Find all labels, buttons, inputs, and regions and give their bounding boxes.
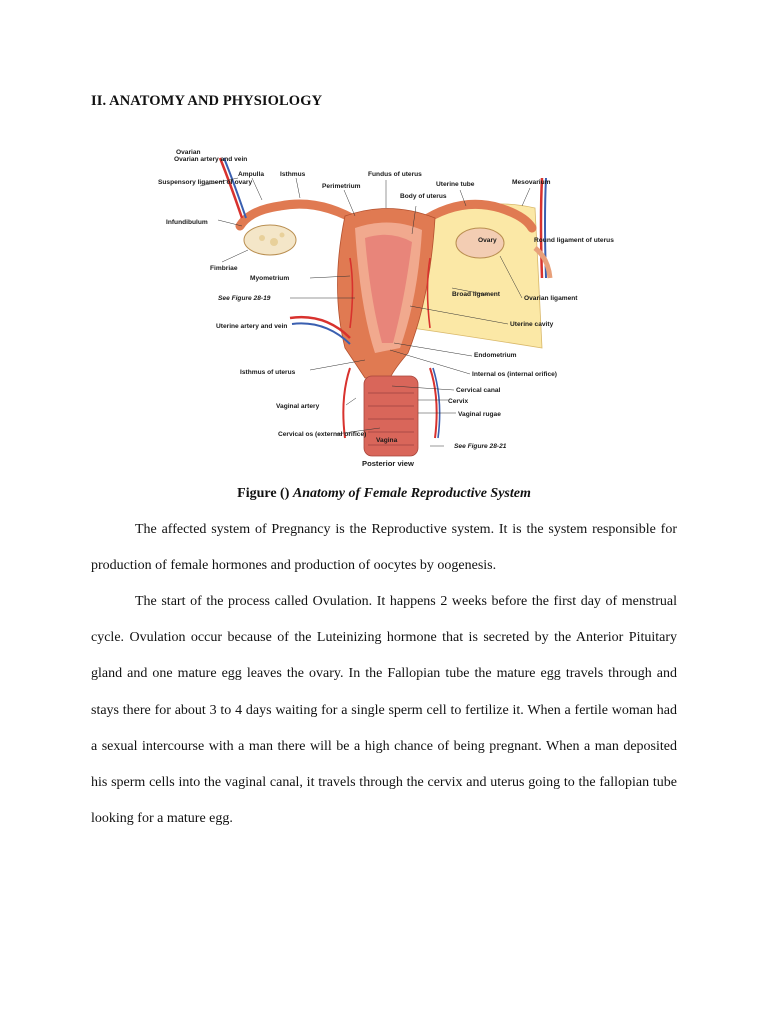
label-internal-os: Internal os (internal orifice) <box>472 371 558 378</box>
label-vaginal-artery: Vaginal artery <box>276 403 320 410</box>
label-fimbriae: Fimbriae <box>210 265 238 272</box>
label-uterine-tube: Uterine tube <box>436 181 475 188</box>
label-see-figure-2: See Figure 28-21 <box>454 443 507 450</box>
paragraph-1: The affected system of Pregnancy is the Reproductive system. It is the system responsible for production of female hormones and production of oocytes by oogenesis. <box>91 522 677 574</box>
label-cervical-canal: Cervical canal <box>456 387 501 394</box>
label-body: Body of uterus <box>400 193 447 200</box>
label-suspensory: Suspensory ligament of ovary <box>158 179 253 186</box>
figure-caption <box>0 486 768 502</box>
left-uterine-tube <box>240 204 360 226</box>
label-fundus: Fundus of uterus <box>368 171 422 178</box>
label-vaginal-rugae: Vaginal rugae <box>458 411 501 418</box>
label-cervix: Cervix <box>448 398 469 405</box>
left-ovary-shape <box>244 225 296 255</box>
label-endometrium: Endometrium <box>474 352 517 359</box>
label-ovary: Ovary <box>478 237 497 244</box>
label-ampulla: Ampulla <box>238 171 265 178</box>
paragraph-2: The start of the process called Ovulation. It happens 2 weeks before the first day of menstrual cycle. Ovulation occur because of the Luteinizing hormone that is secreted by the Anterior Pituitary gland and one mature egg leaves the ovary. In the Fallopian tube the mature egg travels through and stays there for about 3 to 4 days waiting for a single sperm cell to fertilize it. When a fertile woman had a sexual intercourse with a man there will be a high chance of being pregnant. When a man deposited his sperm cells into the vaginal canal, it travels through the cervix and uterus going to the fallopian tube looking for a mature egg. <box>91 594 677 827</box>
label-perimetrium: Perimetrium <box>322 183 361 190</box>
section-heading: II. ANATOMY AND PHYSIOLOGY <box>91 93 323 109</box>
label-infundibulum: Infundibulum <box>166 219 208 226</box>
label-uterine-artery: Uterine artery and vein <box>216 323 288 330</box>
caption-title: Anatomy of Female Reproductive System <box>292 486 531 501</box>
label-isthmus: Isthmus <box>280 171 306 178</box>
anatomy-figure <box>150 138 614 478</box>
label-vagina: Vagina <box>376 437 398 444</box>
label-posterior-view: Posterior view <box>362 459 414 468</box>
label-uterine-cavity: Uterine cavity <box>510 321 554 328</box>
label-myometrium: Myometrium <box>250 275 290 282</box>
label-broad-ligament: Broad ligament <box>452 291 500 298</box>
vagina-shape <box>364 376 418 456</box>
label-cervical-os: Cervical os (external orifice) <box>278 431 367 438</box>
label-ovarian-artery: Ovarian Ovarian artery and vein <box>174 149 248 163</box>
label-mesovarium: Mesovarium <box>512 179 551 186</box>
label-ovarian-ligament: Ovarian ligament <box>524 295 578 302</box>
label-isthmus-uterus: Isthmus of uterus <box>240 369 296 376</box>
caption-prefix: Figure () <box>237 486 290 501</box>
label-see-figure-1: See Figure 28-19 <box>218 295 271 302</box>
label-round-ligament: Round ligament of uterus <box>534 237 614 244</box>
